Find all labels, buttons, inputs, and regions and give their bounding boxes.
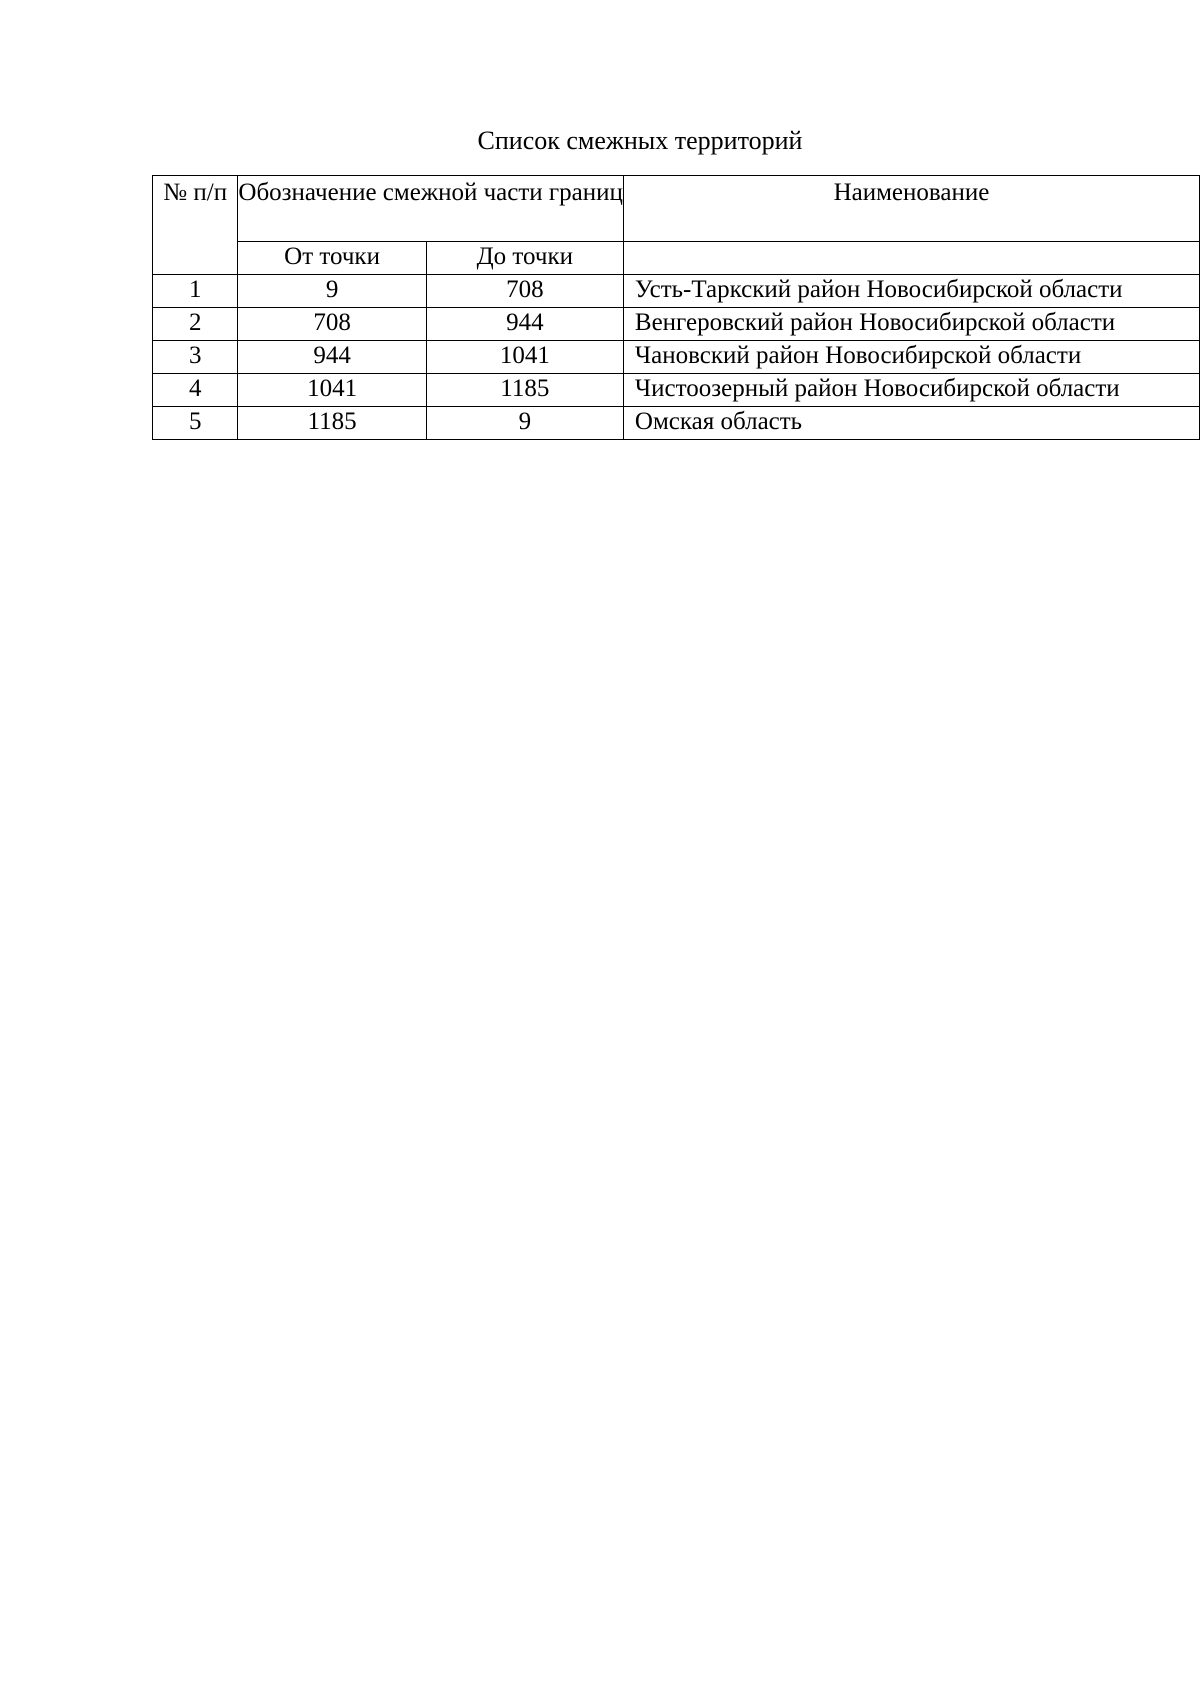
cell-name: Омская область [623,407,1199,440]
cell-from-point: 1185 [238,407,426,440]
header-name: Наименование [623,176,1199,242]
cell-number: 1 [153,275,238,308]
header-name-empty [623,242,1199,275]
cell-to-point: 1041 [426,341,623,374]
cell-name: Чановский район Новосибирской области [623,341,1199,374]
table-header-row [153,176,1200,242]
cell-to-point: 708 [426,275,623,308]
header-from-point: От точки [238,242,426,275]
cell-number: 2 [153,308,238,341]
table-row [153,374,1200,407]
cell-number: 4 [153,374,238,407]
cell-from-point: 1041 [238,374,426,407]
cell-number: 5 [153,407,238,440]
table-row [153,407,1200,440]
table-subheader-row [153,242,1200,275]
cell-from-point: 944 [238,341,426,374]
cell-number: 3 [153,341,238,374]
header-to-point: До точки [426,242,623,275]
cell-name: Венгеровский район Новосибирской области [623,308,1199,341]
cell-name: Чистоозерный район Новосибирской области [623,374,1199,407]
header-designation: Обозначение смежной части границ [238,176,624,242]
cell-to-point: 1185 [426,374,623,407]
cell-to-point: 944 [426,308,623,341]
cell-to-point: 9 [426,407,623,440]
table-row [153,308,1200,341]
cell-name: Усть-Таркский район Новосибирской области [623,275,1199,308]
table-row [153,341,1200,374]
page-title: Список смежных территорий [477,126,803,155]
cell-from-point: 708 [238,308,426,341]
adjacent-territories-table [152,175,1200,440]
header-number: № п/п [153,176,238,275]
table-row [153,275,1200,308]
cell-from-point: 9 [238,275,426,308]
